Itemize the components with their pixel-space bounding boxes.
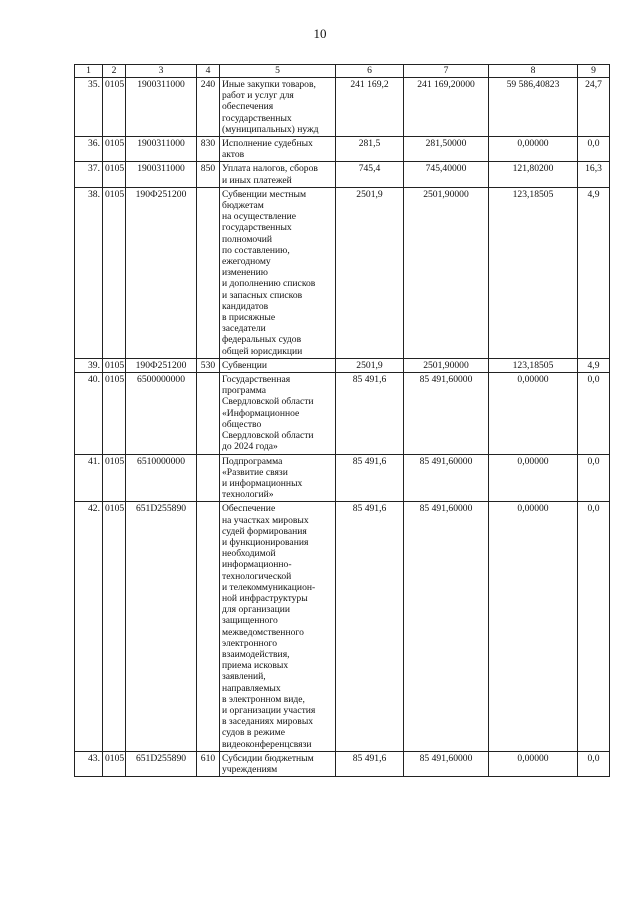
target-code: 1900311000 (126, 137, 197, 162)
approved-amount: 281,50000 (404, 137, 489, 162)
execution-percent: 4,9 (578, 187, 610, 358)
executed-amount: 0,00000 (489, 137, 578, 162)
table-row (75, 162, 610, 187)
executed-amount: 0,00000 (489, 502, 578, 751)
table-row (75, 454, 610, 502)
item-name: Иные закупки товаров, работ и услуг для обеспечения государственных (муниципальных) нужд (220, 78, 336, 137)
item-name: Субсидии бюджетным учреждениям (220, 751, 336, 776)
expense-type-code: 830 (197, 137, 220, 162)
section-code: 0105 (103, 358, 126, 372)
expense-type-code (197, 187, 220, 358)
table-row (75, 751, 610, 776)
row-number: 43. (75, 751, 103, 776)
executed-amount: 59 586,40823 (489, 78, 578, 137)
expense-type-code: 530 (197, 358, 220, 372)
item-name: Подпрограмма «Развитие связи и информационных технологий» (220, 454, 336, 502)
execution-percent: 0,0 (578, 751, 610, 776)
approved-amount: 85 491,60000 (404, 373, 489, 454)
plan-amount: 241 169,2 (336, 78, 404, 137)
executed-amount: 123,18505 (489, 187, 578, 358)
executed-amount: 121,80200 (489, 162, 578, 187)
target-code: 1900311000 (126, 162, 197, 187)
item-name: Субвенции местным бюджетам на осуществление государственных полномочий по составлению, ежегодному изменению и дополнению списков и запасных списков кандидатов в присяжные заседатели федеральных судов общей юрисдикции (220, 187, 336, 358)
section-code: 0105 (103, 137, 126, 162)
plan-amount: 281,5 (336, 137, 404, 162)
approved-amount: 85 491,60000 (404, 751, 489, 776)
expense-type-code (197, 454, 220, 502)
plan-amount: 2501,9 (336, 187, 404, 358)
row-number: 37. (75, 162, 103, 187)
section-code: 0105 (103, 454, 126, 502)
approved-amount: 2501,90000 (404, 187, 489, 358)
column-header: 4 (197, 65, 220, 78)
item-name: Субвенции (220, 358, 336, 372)
plan-amount: 85 491,6 (336, 751, 404, 776)
approved-amount: 85 491,60000 (404, 502, 489, 751)
column-header: 2 (103, 65, 126, 78)
table-row (75, 502, 610, 751)
executed-amount: 0,00000 (489, 373, 578, 454)
column-header: 3 (126, 65, 197, 78)
plan-amount: 85 491,6 (336, 373, 404, 454)
budget-table (74, 64, 610, 777)
target-code: 651D255890 (126, 751, 197, 776)
page-number: 10 (313, 26, 327, 41)
plan-amount: 85 491,6 (336, 502, 404, 751)
execution-percent: 4,9 (578, 358, 610, 372)
row-number: 38. (75, 187, 103, 358)
column-header: 5 (220, 65, 336, 78)
execution-percent: 24,7 (578, 78, 610, 137)
item-name: Уплата налогов, сборов и иных платежей (220, 162, 336, 187)
plan-amount: 745,4 (336, 162, 404, 187)
item-name: Государственная программа Свердловской области «Информационное общество Свердловской области до 2024 года» (220, 373, 336, 454)
section-code: 0105 (103, 162, 126, 187)
section-code: 0105 (103, 502, 126, 751)
execution-percent: 16,3 (578, 162, 610, 187)
expense-type-code: 240 (197, 78, 220, 137)
plan-amount: 85 491,6 (336, 454, 404, 502)
target-code: 6510000000 (126, 454, 197, 502)
target-code: 190Ф251200 (126, 358, 197, 372)
table-row (75, 78, 610, 137)
table-row (75, 187, 610, 358)
table-row (75, 373, 610, 454)
row-number: 42. (75, 502, 103, 751)
target-code: 651D255890 (126, 502, 197, 751)
executed-amount: 0,00000 (489, 751, 578, 776)
executed-amount: 0,00000 (489, 454, 578, 502)
header-row (75, 65, 610, 78)
expense-type-code: 610 (197, 751, 220, 776)
approved-amount: 85 491,60000 (404, 454, 489, 502)
table-row (75, 137, 610, 162)
approved-amount: 745,40000 (404, 162, 489, 187)
row-number: 41. (75, 454, 103, 502)
column-header: 8 (489, 65, 578, 78)
execution-percent: 0,0 (578, 373, 610, 454)
execution-percent: 0,0 (578, 502, 610, 751)
table-body (75, 78, 610, 777)
expense-type-code (197, 502, 220, 751)
row-number: 40. (75, 373, 103, 454)
row-number: 35. (75, 78, 103, 137)
execution-percent: 0,0 (578, 454, 610, 502)
section-code: 0105 (103, 78, 126, 137)
execution-percent: 0,0 (578, 137, 610, 162)
row-number: 36. (75, 137, 103, 162)
executed-amount: 123,18505 (489, 358, 578, 372)
plan-amount: 2501,9 (336, 358, 404, 372)
item-name: Исполнение судебных актов (220, 137, 336, 162)
approved-amount: 241 169,20000 (404, 78, 489, 137)
expense-type-code: 850 (197, 162, 220, 187)
section-code: 0105 (103, 187, 126, 358)
section-code: 0105 (103, 373, 126, 454)
approved-amount: 2501,90000 (404, 358, 489, 372)
expense-type-code (197, 373, 220, 454)
target-code: 190Ф251200 (126, 187, 197, 358)
table-row (75, 358, 610, 372)
target-code: 1900311000 (126, 78, 197, 137)
item-name: Обеспечение на участках мировых судей формирования и функционирования необходимой информационно- технологической и телекоммуникацион- ной инфраструктуры для организации защищенного межведомственного электронного взаимодействия, приема исковых заявлений, направляемых в электронном виде, и организации участия в заседаниях мировых судов в режиме видеоконференцсвязи (220, 502, 336, 751)
row-number: 39. (75, 358, 103, 372)
target-code: 6500000000 (126, 373, 197, 454)
column-header: 9 (578, 65, 610, 78)
column-header: 1 (75, 65, 103, 78)
column-header: 6 (336, 65, 404, 78)
section-code: 0105 (103, 751, 126, 776)
column-header: 7 (404, 65, 489, 78)
